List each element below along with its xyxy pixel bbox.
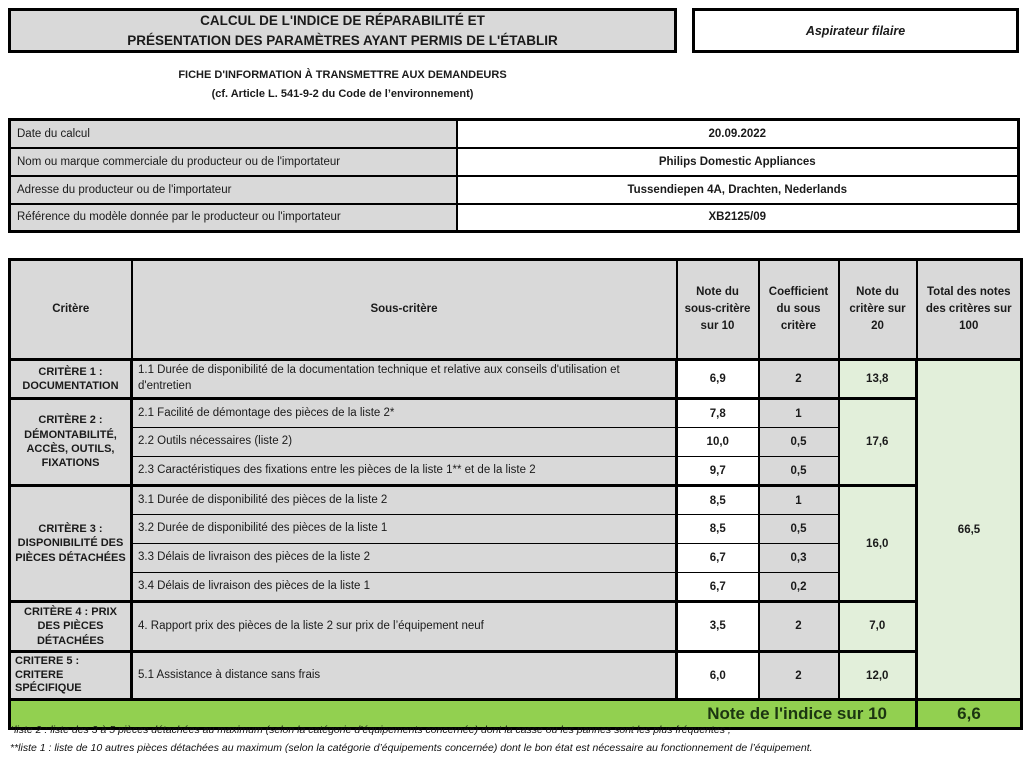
coeff-2-1: 1 xyxy=(759,399,839,428)
criterion-2-note20: 17,6 xyxy=(839,399,917,486)
note-3-3: 6,7 xyxy=(677,544,759,573)
note-5-1: 6,0 xyxy=(677,651,759,699)
subtitle xyxy=(8,66,677,103)
footnotes xyxy=(10,721,1020,758)
col-header-note-20: Note du critère sur 20 xyxy=(839,260,917,360)
criterion-3-label: CRITÈRE 3 : DISPONIBILITÉ DES PIÈCES DÉTACHÉES xyxy=(10,486,132,602)
sub-criterion-2-3: 2.3 Caractéristiques des fixations entre les pièces de la liste 1** et de la liste 2 xyxy=(132,457,677,486)
subtitle-line2: (cf. Article L. 541-9-2 du Code de l’environnement) xyxy=(211,87,474,100)
index-score-label: Note de l'indice sur 10 xyxy=(10,700,917,729)
info-label: Date du calcul xyxy=(10,120,457,148)
coeff-2-3: 0,5 xyxy=(759,457,839,486)
note-2-3: 9,7 xyxy=(677,457,759,486)
coeff-1-1: 2 xyxy=(759,360,839,399)
product-category-box xyxy=(692,8,1019,53)
sub-criterion-4: 4. Rapport prix des pièces de la liste 2 sur prix de l’équipement neuf xyxy=(132,602,677,652)
criterion-5-label: CRITERE 5 : CRITERE SPÉCIFIQUE xyxy=(10,651,132,699)
document-title-line2: PRÉSENTATION DES PARAMÈTRES AYANT PERMIS DE L'ÉTABLIR xyxy=(127,32,558,48)
document-title-line1: CALCUL DE L'INDICE DE RÉPARABILITÉ ET xyxy=(200,12,485,28)
note-3-1: 8,5 xyxy=(677,486,759,515)
note-2-1: 7,8 xyxy=(677,399,759,428)
criterion-4-label: CRITÈRE 4 : PRIX DES PIÈCES DÉTACHÉES xyxy=(10,602,132,652)
table-row xyxy=(10,651,1022,699)
criterion-3-note20: 16,0 xyxy=(839,486,917,602)
sub-criterion-3-2: 3.2 Durée de disponibilité des pièces de la liste 1 xyxy=(132,515,677,544)
info-value: Philips Domestic Appliances xyxy=(457,148,1019,176)
sub-criterion-3-4: 3.4 Délais de livraison des pièces de la liste 1 xyxy=(132,573,677,602)
coeff-3-1: 1 xyxy=(759,486,839,515)
product-category-label: Aspirateur filaire xyxy=(805,23,906,38)
criteria-table-header xyxy=(10,260,1022,360)
total-notes-100: 66,5 xyxy=(917,360,1022,700)
coeff-4: 2 xyxy=(759,602,839,652)
criterion-5-note20: 12,0 xyxy=(839,651,917,699)
note-4: 3,5 xyxy=(677,602,759,652)
subtitle-line1: FICHE D'INFORMATION À TRANSMETTRE AUX DEMANDEURS xyxy=(178,69,507,81)
sub-criterion-3-1: 3.1 Durée de disponibilité des pièces de la liste 2 xyxy=(132,486,677,515)
criteria-table xyxy=(8,258,1023,730)
coeff-5-1: 2 xyxy=(759,651,839,699)
coeff-2-2: 0,5 xyxy=(759,428,839,457)
col-header-sous-critere: Sous-critère xyxy=(132,260,677,360)
coeff-3-3: 0,3 xyxy=(759,544,839,573)
info-row-model-reference xyxy=(10,204,1019,232)
footnote-liste-1: **liste 1 : liste de 10 autres pièces détachées au maximum (selon la catégorie d’équipements concernée) dont le bon état est nécessaire au fonctionnement de l’équipement. xyxy=(10,742,813,755)
note-3-2: 8,5 xyxy=(677,515,759,544)
note-3-4: 6,7 xyxy=(677,573,759,602)
col-header-note-sous: Note du sous-critère sur 10 xyxy=(677,260,759,360)
coeff-3-2: 0,5 xyxy=(759,515,839,544)
note-2-2: 10,0 xyxy=(677,428,759,457)
info-row-date xyxy=(10,120,1019,148)
sub-criterion-1-1: 1.1 Durée de disponibilité de la documentation technique et relative aux conseils d'utilisation et d'entretien xyxy=(132,360,677,399)
col-header-coefficient: Coefficient du sous critère xyxy=(759,260,839,360)
sub-criterion-2-2: 2.2 Outils nécessaires (liste 2) xyxy=(132,428,677,457)
table-row xyxy=(10,602,1022,652)
index-score-value: 6,6 xyxy=(917,700,1022,729)
criterion-1-label: CRITÈRE 1 : DOCUMENTATION xyxy=(10,360,132,399)
table-row xyxy=(10,360,1022,399)
info-row-producer-name xyxy=(10,148,1019,176)
col-header-critere: Critère xyxy=(10,260,132,360)
info-label: Adresse du producteur ou de l'importateur xyxy=(10,176,457,204)
info-label: Nom ou marque commerciale du producteur ou de l'importateur xyxy=(10,148,457,176)
sub-criterion-5-1: 5.1 Assistance à distance sans frais xyxy=(132,651,677,699)
table-row xyxy=(10,399,1022,428)
info-label: Référence du modèle donnée par le producteur ou l'importateur xyxy=(10,204,457,232)
info-value: Tussendiepen 4A, Drachten, Nederlands xyxy=(457,176,1019,204)
footnote-liste-2: *liste 2 : liste des 3 à 5 pièces détachées au maximum (selon la catégorie d’équipements concernée) dont la casse ou les pannes sont les plus fréquentes ; xyxy=(10,724,731,736)
info-value: XB2125/09 xyxy=(457,204,1019,232)
note-1-1: 6,9 xyxy=(677,360,759,399)
criterion-4-note20: 7,0 xyxy=(839,602,917,652)
criterion-1-note20: 13,8 xyxy=(839,360,917,399)
info-value: 20.09.2022 xyxy=(457,120,1019,148)
coeff-3-4: 0,2 xyxy=(759,573,839,602)
info-row-producer-address xyxy=(10,176,1019,204)
table-row xyxy=(10,486,1022,515)
producer-info-table xyxy=(8,118,1020,233)
sub-criterion-3-3: 3.3 Délais de livraison des pièces de la liste 2 xyxy=(132,544,677,573)
sub-criterion-2-1: 2.1 Facilité de démontage des pièces de la liste 2* xyxy=(132,399,677,428)
document-title-box xyxy=(8,8,677,53)
col-header-total: Total des notes des critères sur 100 xyxy=(917,260,1022,360)
criterion-2-label: CRITÈRE 2 : DÉMONTABILITÉ, ACCÈS, OUTILS, FIXATIONS xyxy=(10,399,132,486)
